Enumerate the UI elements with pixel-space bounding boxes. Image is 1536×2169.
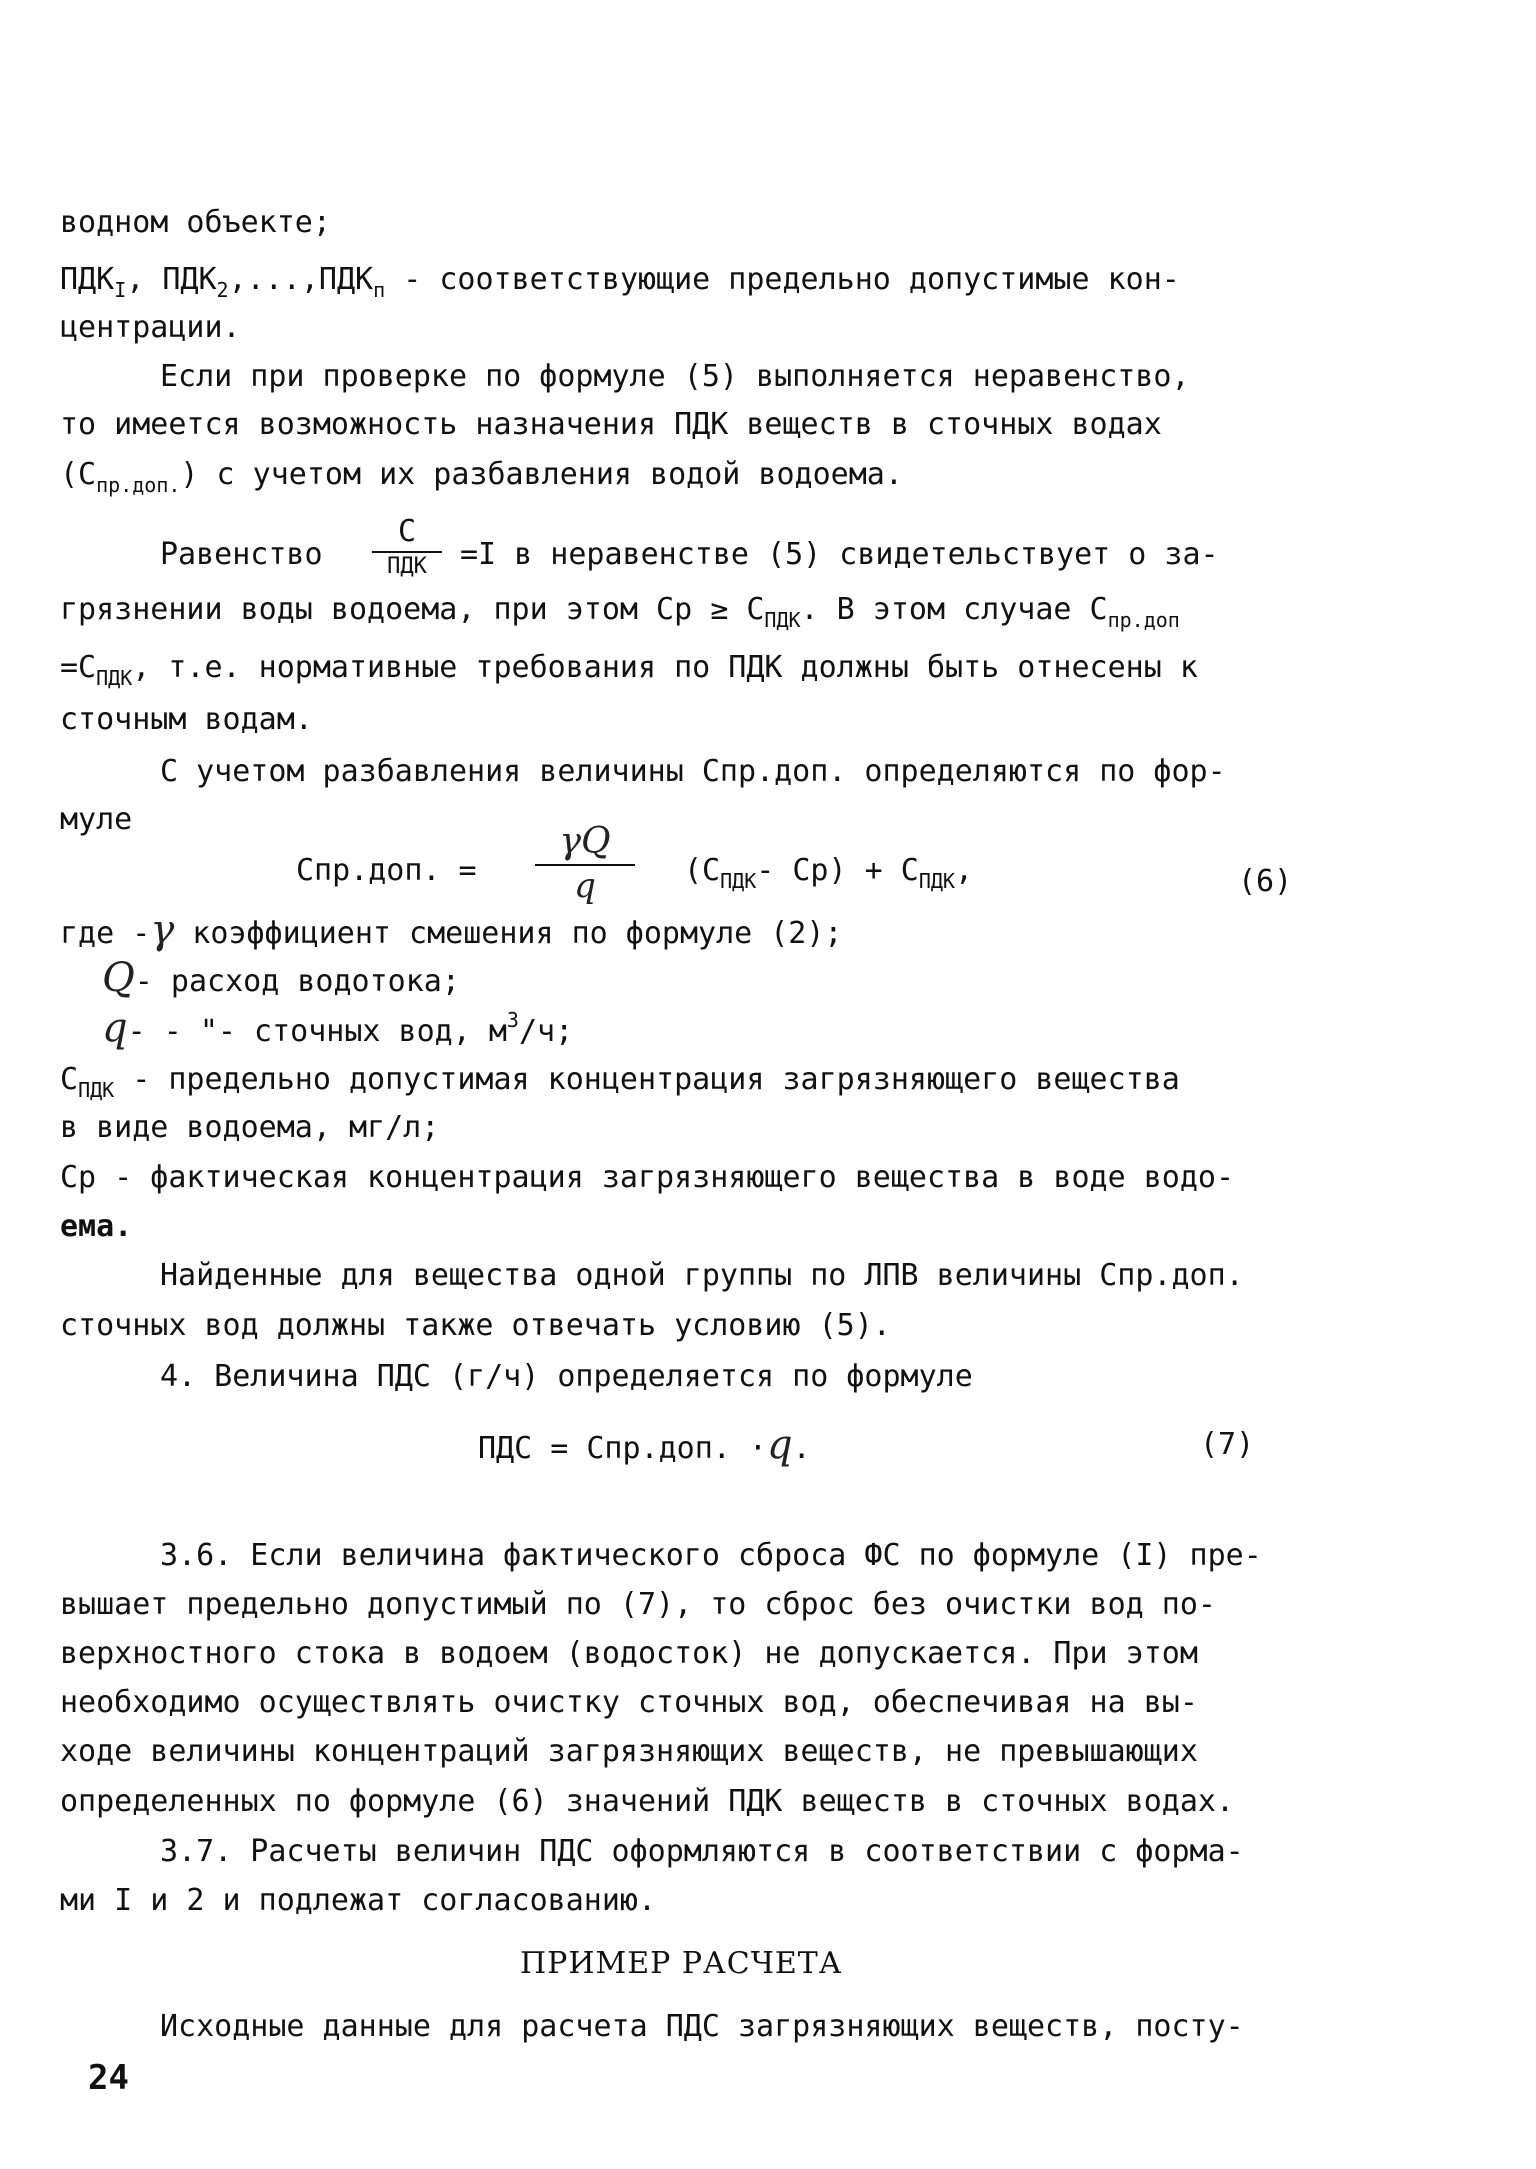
text-line: $С_{ПДК}$ - предельно допустимая концентрация загрязняющего вещества bbox=[60, 1062, 1180, 1102]
section-title: ПРИМЕР РАСЧЕТА bbox=[520, 1946, 843, 1981]
text-line: сточных вод должны также отвечать условию (5). bbox=[60, 1308, 891, 1343]
text-line: где -γ коэффициент смешения по формуле (2); bbox=[60, 907, 843, 953]
text-line: необходимо осуществлять очистку сточных вод, обеспечивая на вы- bbox=[60, 1685, 1198, 1720]
text-line: водном объекте; bbox=[60, 205, 331, 240]
text-line: q- - "- сточных вод, $м^3/ч$; bbox=[102, 1005, 574, 1051]
text-line: ема. bbox=[60, 1209, 133, 1244]
text-line: =I в неравенстве (5) свидетельствует о за- bbox=[460, 537, 1219, 572]
text-line: С учетом разбавления величины Спр.доп. определяются по фор- bbox=[160, 754, 1226, 789]
fraction-c-over-pdk: С ПДК bbox=[372, 515, 442, 579]
text-line: определенных по формуле (6) значений ПДК веществ в сточных водах. bbox=[60, 1784, 1234, 1819]
formula-number: (7) bbox=[1200, 1427, 1255, 1462]
formula-6-lhs: Спр.доп. = bbox=[296, 853, 477, 888]
text-line: 3.6. Если величина фактического сброса ФС по формуле (I) пре- bbox=[160, 1538, 1262, 1573]
text-line: Найденные для вещества одной группы по ЛПВ величины Спр.доп. bbox=[160, 1258, 1244, 1293]
fraction-gamma-q: γQ q bbox=[535, 822, 635, 904]
text-line: то имеется возможность назначения ПДК веществ в сточных водах bbox=[60, 407, 1162, 442]
text-line: ми I и 2 и подлежат согласованию. bbox=[60, 1883, 657, 1918]
text-line: $ПДК_I$, $ПДК_2,...,ПДК_п$ - соответствующие предельно допустимые кон- bbox=[60, 262, 1180, 302]
text-line: центрации. bbox=[60, 310, 241, 345]
text-line: 4. Величина ПДС (г/ч) определяется по формуле bbox=[160, 1359, 973, 1394]
text-line: Ср - фактическая концентрация загрязняющего вещества в воде водо- bbox=[60, 1160, 1234, 1195]
formula-7: ПДС = Спр.доп. ·q. bbox=[478, 1422, 811, 1468]
text-line: 3.7. Расчеты величин ПДС оформляются в соответствии с форма- bbox=[160, 1834, 1244, 1869]
formula-number: (6) bbox=[1238, 864, 1293, 899]
text-line: $(С_{пр.доп.})$ с учетом их разбавления водой водоема. bbox=[60, 457, 903, 497]
text-line: вышает предельно допустимый по (7), то сброс без очистки вод по- bbox=[60, 1587, 1216, 1622]
text-line: в виде водоема, мг/л; bbox=[60, 1110, 440, 1145]
text-line: Если при проверке по формуле (5) выполняется неравенство, bbox=[160, 359, 1190, 394]
text-line: сточным водам. bbox=[60, 702, 313, 737]
page-number: 24 bbox=[88, 2058, 129, 2098]
text-line: верхностного стока в водоем (водосток) не допускается. При этом bbox=[60, 1636, 1198, 1671]
formula-6-rhs: ($С_{ПДК}-$ $Ср) + С_{ПДК}$, bbox=[684, 853, 973, 893]
text-line: муле bbox=[60, 802, 133, 837]
text-line: ходе величины концентраций загрязняющих веществ, не превышающих bbox=[60, 1734, 1198, 1769]
text-line: $=С_{ПДК}$, т.е. нормативные требования по ПДК должны быть отнесены к bbox=[60, 650, 1198, 690]
text-line: Равенство bbox=[160, 537, 323, 572]
text-line: Исходные данные для расчета ПДС загрязняющих веществ, посту- bbox=[160, 2009, 1244, 2044]
text-line: грязнении воды водоема, при этом Ср ≥ $С_{ПДК}$. В этом случае $С_{пр.доп}$ bbox=[60, 592, 1180, 632]
text-line: Q- расход водотока; bbox=[102, 955, 460, 1001]
